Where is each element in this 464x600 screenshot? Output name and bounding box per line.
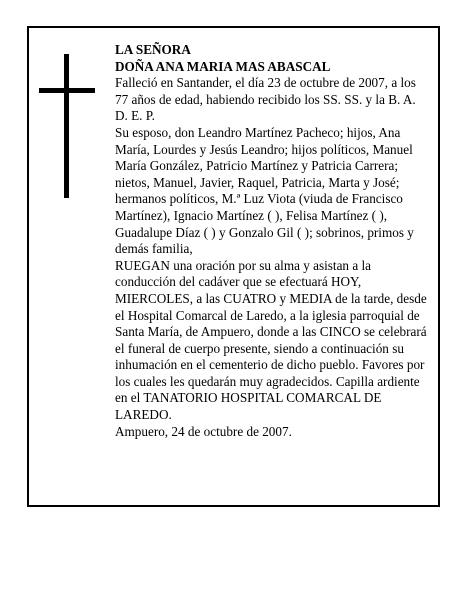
notice-body [115,42,431,440]
cross-vertical-bar [64,54,69,198]
deceased-name: DOÑA ANA MARIA MAS ABASCAL [115,58,331,74]
notice-title: LA SEÑORA [115,42,191,57]
latin-cross-icon [39,54,95,198]
place-date: Ampuero, 24 de octubre de 2007. [115,423,292,439]
obituary-notice [27,26,440,507]
funeral-request: RUEGAN una oración por su alma y asistan a la conducción del cadáver que se efectuará HOY, MIERCOLES, a las CUATRO y MEDIA de la tarde, desde el Hospital Comarcal de Laredo, a la iglesia parroquial de Santa María, de Ampuero, donde a las CINCO se celebrará el funeral de cuerpo presente, siendo a continuación su inhumación en el cementerio de dicho pueblo. Favores por los cuales les quedarán muy agradecidos. Capilla ardiente en el TANATORIO HOSPITAL COMARCAL DE LAREDO. [115,257,427,423]
family-list: Su esposo, don Leandro Martínez Pacheco; hijos, Ana María, Lourdes y Jesús Leandro; hijos políticos, Manuel María González, Patricio Martínez y Patricia Carrera; nietos, Manuel, Javier, Raquel, Patricia, Marta y José; hermanos políticos, M.ª Luz Viota (viuda de Francisco Martínez), Ignacio Martínez ( ), Felisa Martínez ( ), Guadalupe Díaz ( ) y Gonzalo Gil ( ); sobrinos, primos y demás familia, [115,124,414,257]
rip-text: D. E. P. [115,108,155,124]
cross-horizontal-bar [39,88,95,93]
death-announcement: Falleció en Santander, el día 23 de octubre de 2007, a los 77 años de edad, habiendo recibido los SS. SS. y la B. A. [115,75,416,107]
